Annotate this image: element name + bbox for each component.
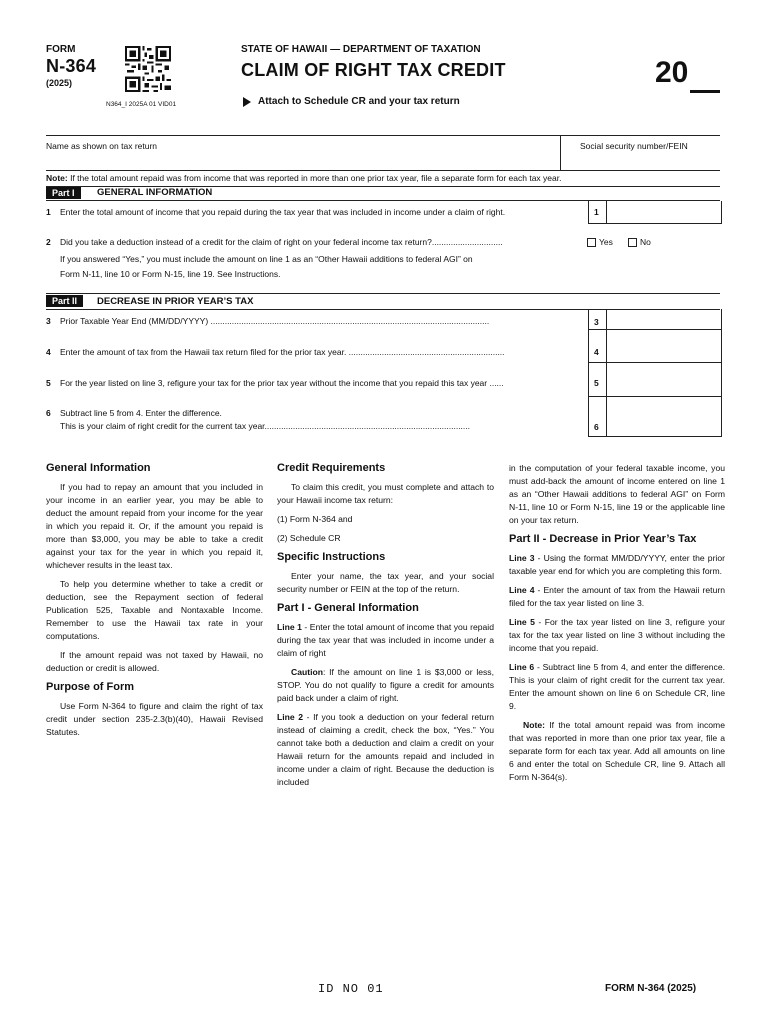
attach-instruction: Attach to Schedule CR and your tax return [258,96,460,107]
line3-text: Prior Taxable Year End (MM/DD/YYYY) ...................................................................................................................... [60,316,490,326]
name-label: Name as shown on tax return [46,141,158,151]
ssn-label: Social security number/FEIN [580,141,688,151]
instruction-paragraph: To help you determine whether to take a credit or deduction, see the Repayment section of federal Publication 525, Taxable and Nontaxable Income. Remember to use the Hawaii tax rate in your computations. [46,579,263,641]
instruction-paragraph: in the computation of your federal taxable income, you must add-back the amount of income entered on line 1 as an “Other Hawaii additions to federal AGI” on Form N-11, line 10 or Form N-15, line 19 or the applicable line on your tax return. [509,463,725,525]
line2-no-label: No [640,237,651,247]
instructions-column-1 [46,458,263,745]
line1-number: 1 [46,207,51,217]
line4-amount-field[interactable] [608,331,719,361]
line2-no-checkbox[interactable] [628,238,637,247]
line5-amount-field[interactable] [608,364,719,395]
line6-text: This is your claim of right credit for the current tax year....................................................................................... [60,421,471,431]
instruction-paragraph: Line 5 - For the tax year listed on line 3, refigure your tax for the tax year listed on line 3 without including the income that you repaid. [509,617,725,653]
form-label: FORM [46,44,76,55]
instruction-paragraph: Line 6 - Subtract line 5 from 4, and enter the difference. This is your claim of right credit for the current tax year. Enter the amount shown on line 6 on Schedule CR, line 9. [509,662,725,711]
instruction-paragraph: Line 1 - Enter the total amount of income that you repaid during the tax year that was included in income under a claim of right [277,622,494,658]
divider [560,135,561,170]
footer-form-label: FORM N-364 (2025) [605,983,697,994]
vid-code: N364_I 2025A 01 VID01 [106,101,177,108]
part1-instructions-heading: Part I - General Information [277,602,419,614]
line2-subtext: If you answered “Yes,” you must include the amount on line 1 as an “Other Hawaii additions to federal AGI” on [60,254,473,264]
instruction-list-item: (2) Schedule CR [277,533,341,543]
part1-badge: Part I [46,187,81,199]
ssn-input[interactable] [562,152,718,169]
line4-box-number: 4 [594,347,599,357]
line3-date-field[interactable] [608,310,719,328]
part2-instructions-heading: Part II - Decrease in Prior Year’s Tax [509,533,697,545]
instruction-paragraph: To claim this credit, you must complete and attach to your Hawaii income tax return: [277,482,494,505]
line2-number: 2 [46,237,51,247]
form-year: (2025) [46,78,73,88]
line4-text: Enter the amount of tax from the Hawaii tax return filed for the prior tax year. .................................................................. [60,347,505,357]
line5-box-number: 5 [594,378,599,388]
part2-title: DECREASE IN PRIOR YEAR’S TAX [97,296,254,307]
line1-text: Enter the total amount of income that you repaid during the tax year that was included in income under a claim of right. [60,207,506,217]
credit-requirements-heading: Credit Requirements [277,462,386,474]
instructions-column-2 [277,458,494,795]
instruction-paragraph: Caution: If the amount on line 1 is $3,000 or less, STOP. You do not qualify to figure a credit for amounts paid back under a claim of right. [277,667,494,703]
instruction-paragraph: Line 4 - Enter the amount of tax from the Hawaii return filed for the tax year listed on line 3. [509,585,725,608]
line6-text: Subtract line 5 from 4. Enter the difference. [60,408,222,418]
line2-yes-label: Yes [599,237,613,247]
instruction-paragraph: Use Form N-364 to figure and claim the right of tax credit under section 235-2.3(b)(40), Hawaii Revised Statutes. [46,701,263,737]
tax-year: 20 [655,56,689,89]
rule [46,170,720,171]
instruction-list-item: (1) Form N-364 and [277,514,353,524]
line6-box-number: 6 [594,422,599,432]
rule [46,135,720,136]
form-title: CLAIM OF RIGHT TAX CREDIT [241,60,506,80]
line1-box-number: 1 [594,207,599,217]
line3-number: 3 [46,316,51,326]
department: STATE OF HAWAII — DEPARTMENT OF TAXATION [241,44,481,55]
note: Note: If the total amount repaid was from income that was reported in more than one prior tax year, file a separate form for each tax year. [46,173,562,183]
rule [588,396,721,397]
line3-box-number: 3 [594,317,599,327]
instruction-paragraph: If you had to repay an amount that you included in your income in an earlier year, you may be able to deduct the amount repaid from your income for the year in which you repaid it. Or, if the amount you repaid is more than $3,000, you may be able to take a credit against your tax for the year in which you repaid it, whichever results in the least tax. [46,482,263,570]
instruction-paragraph: Note: If the total amount repaid was from income that was reported in more than one prior tax year, file a separate form for each tax year. Add all amounts on line 6 and enter the total on Schedule CR, line 9. Attach all Form N-364(s). [509,720,725,782]
purpose-heading: Purpose of Form [46,681,135,693]
instruction-paragraph: If the amount repaid was not taxed by Hawaii, no deduction or credit is allowed. [46,650,263,673]
general-information-heading: General Information [46,462,151,474]
part1-title: GENERAL INFORMATION [97,187,213,198]
id-number: ID NO 01 [318,982,384,996]
specific-instructions-heading: Specific Instructions [277,551,386,563]
line1-amount-field[interactable] [588,201,722,224]
instruction-paragraph: Line 2 - If you took a deduction on your federal return instead of claiming a credit, check the box, “Yes.” You cannot take both a deduction and claim a credit on your Hawaii return for the amounts repaid and included in income under a claim of right. Because the deduction is included [277,712,494,787]
rule [46,293,720,294]
line6-number: 6 [46,408,51,418]
line6-amount-field[interactable] [608,398,719,435]
form-number: N-364 [46,56,97,76]
name-input[interactable] [46,152,558,169]
line2-text: Did you take a deduction instead of a credit for the claim of right on your federal income tax return?.............................. [60,237,503,247]
line4-number: 4 [46,347,51,357]
instructions-column-3 [509,462,725,790]
part2-badge: Part II [46,295,83,307]
line2-subtext: Form N-11, line 10 or Form N-15, line 19. See Instructions. [60,269,281,279]
instruction-paragraph: Enter your name, the tax year, and your social security number or FEIN at the top of the return. [277,571,494,594]
qr-code-icon [125,46,171,92]
divider [606,201,607,224]
arrow-right-icon [243,97,251,107]
line2-yes-checkbox[interactable] [587,238,596,247]
rule [588,329,721,330]
instruction-paragraph: Line 3 - Using the format MM/DD/YYYY, enter the prior taxable year end for which you are completing this form. [509,553,725,576]
tax-year-blank[interactable] [690,90,720,93]
line5-text: For the year listed on line 3, refigure your tax for the prior tax year without the income that you repaid this tax year ...... [60,378,504,388]
rule [588,362,721,363]
line5-number: 5 [46,378,51,388]
